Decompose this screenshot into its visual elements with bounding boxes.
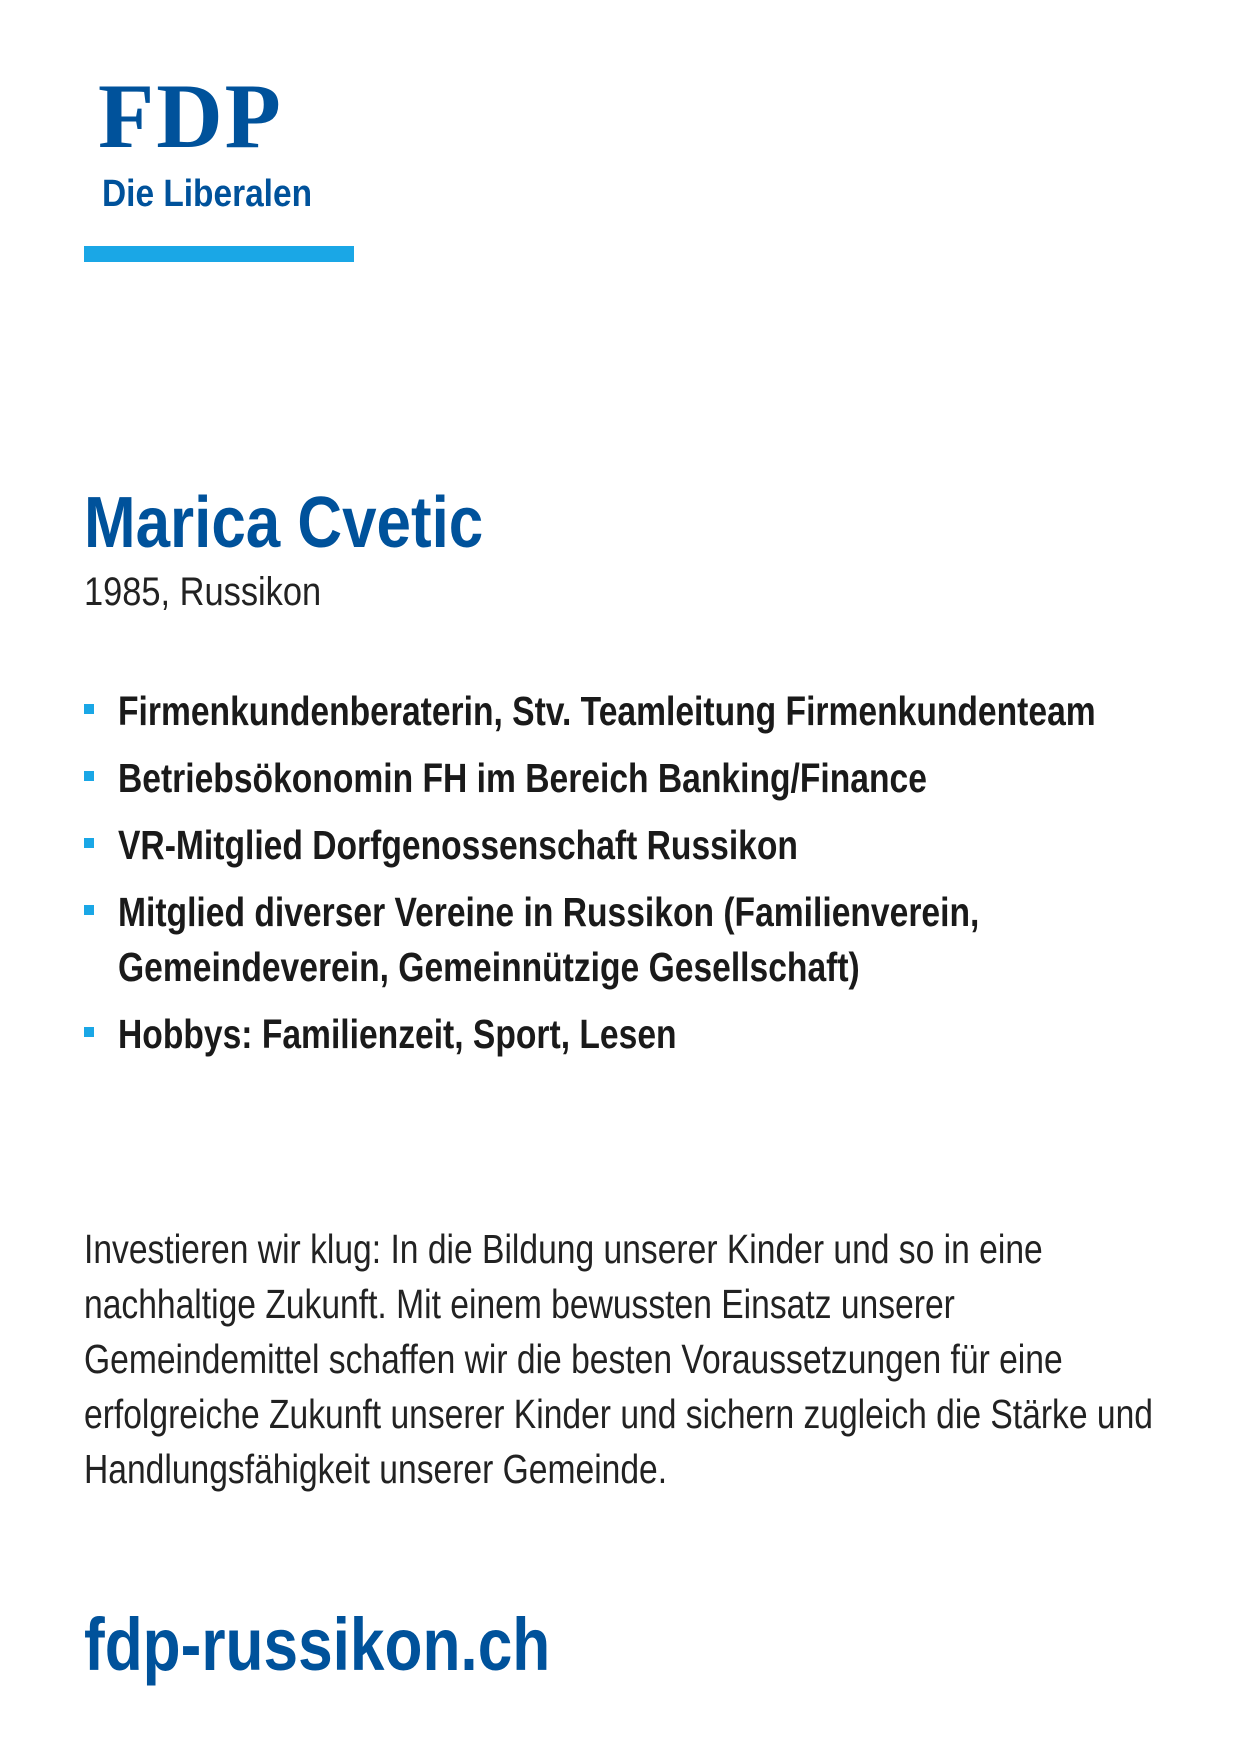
profile-list (84, 684, 1204, 1074)
website-url: fdp-russikon.ch (84, 1603, 551, 1686)
square-bullet-icon (84, 838, 94, 848)
profile-item-board-member (84, 818, 1204, 873)
profile-item-education (84, 751, 1204, 806)
profile-item-occupation (84, 684, 1204, 739)
square-bullet-icon (84, 704, 94, 714)
candidate-name: Marica Cvetic (84, 483, 484, 563)
profile-item-associations (84, 885, 1204, 995)
profile-item-text: Betriebsökonomin FH im Bereich Banking/Finance (118, 755, 927, 801)
logo-wordmark: FDP (98, 65, 283, 167)
candidate-statement: Investieren wir klug: In die Bildung unserer Kinder und so in eine nachhaltige Zukunft. Mit einem bewussten Einsatz unserer Gemeindemittel schaffen wir die besten Voraussetzungen für eine erfolgreiche Zukunft unserer Kinder und sichern zugleich die Stärke und Handlungsfähigkeit unserer Gemeinde. (84, 1226, 1153, 1492)
profile-item-text: Hobbys: Familienzeit, Sport, Lesen (118, 1011, 677, 1057)
profile-item-text: Mitglied diverser Vereine in Russikon (Familienverein, Gemeindeverein, Gemeinnützige Gesellschaft) (118, 889, 980, 990)
square-bullet-icon (84, 905, 94, 915)
profile-item-hobbies (84, 1007, 1204, 1062)
square-bullet-icon (84, 771, 94, 781)
square-bullet-icon (84, 1027, 94, 1037)
logo-subtitle: Die Liberalen (102, 173, 313, 215)
profile-item-text: Firmenkundenberaterin, Stv. Teamleitung Firmenkundenteam (118, 688, 1096, 734)
profile-item-text: VR-Mitglied Dorfgenossenschaft Russikon (118, 822, 798, 868)
logo-underline-bar (84, 246, 354, 262)
candidate-birth-place: 1985, Russikon (84, 570, 322, 614)
